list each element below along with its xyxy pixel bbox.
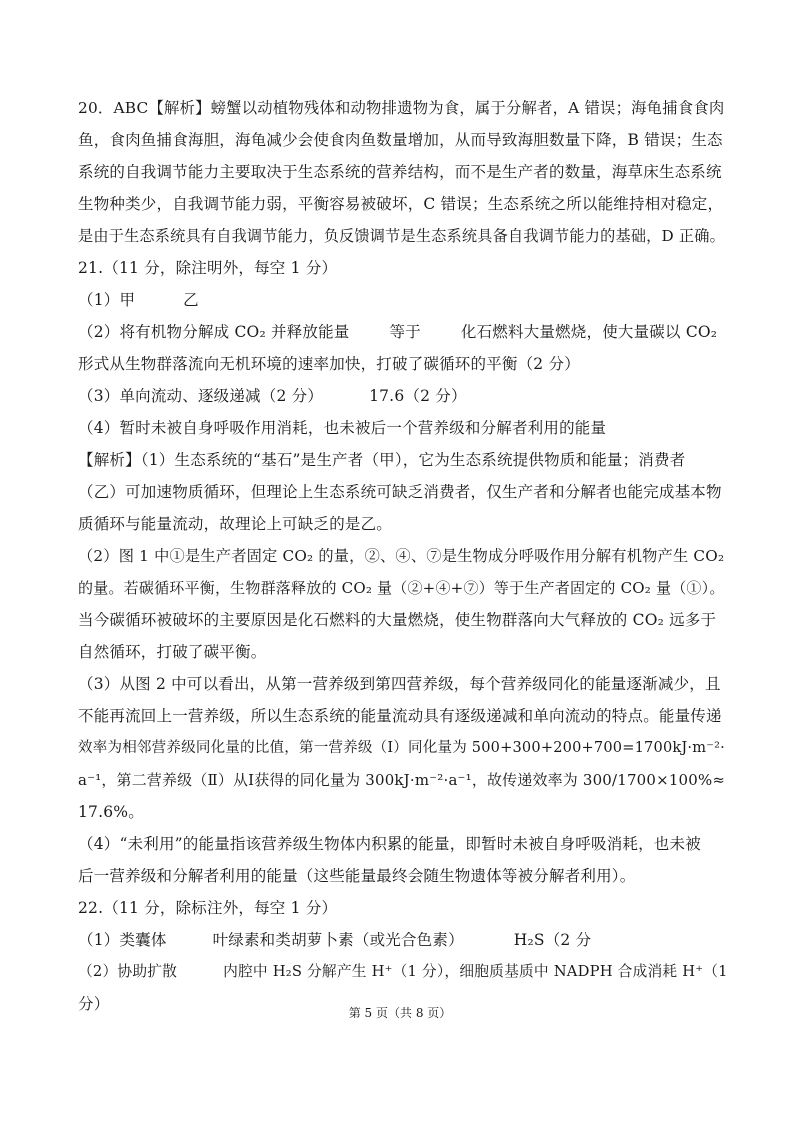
answer-line [78,956,728,988]
text-line: 是由于生态系统具有自我调节能力，负反馈调节是生态系统具备自我调节能力的基础，D 正确。 [78,227,725,245]
page-number: 第 5 页（共 8 页） [348,1006,452,1020]
answer-line: （4）暂时未被自身呼吸作用消耗，也未被后一个营养级和分解者利用的能量 [78,419,607,437]
answer-text: H₂S（2 分 [513,931,592,949]
answer-text: 等于 [389,323,421,341]
answer-line: 分） [78,995,110,1013]
text-line: 系统的自我调节能力主要取决于生态系统的营养结构，而不是生产者的数量，海草床生态系统 [78,163,722,181]
answer-line [78,924,728,956]
explanation-line: 不能再流回上一营养级，所以生态系统的能量流动具有逐级递减和单向流动的特点。能量传递 [78,707,722,725]
question-22 [78,892,728,1020]
explanation-line: 的量。若碳循环平衡，生物群落释放的 CO₂ 量（②+④+⑦）等于生产者固定的 CO₂ 量（①）。 [78,579,725,597]
answer-line [78,316,728,348]
text-line: 鱼，食肉鱼捕食海胆，海龟减少会使食肉鱼数量增加，从而导致海胆数量下降，B 错误；生态 [78,131,723,149]
answer-line [78,284,728,316]
answer-line [78,380,728,412]
answer-line: 形式从生物群落流向无机环境的速率加快，打破了碳循环的平衡（2 分） [78,355,580,373]
explanation-line: （乙）可加速物质循环，但理论上生态系统可缺乏消费者，仅生产者和分解者也能完成基本物 [78,483,722,501]
explanation-line: 质循环与能量流动，故理论上可缺乏的是乙。 [78,515,393,533]
answer-text: 17.6（2 分） [369,387,467,405]
answer-page [78,92,728,1020]
question-20 [78,92,728,252]
explanation-line: 当今碳循环被破坏的主要原因是化石燃料的大量燃烧，使生物群落向大气释放的 CO₂ 远多于 [78,611,717,629]
explanation-line: （3）从图 2 中可以看出，从第一营养级到第四营养级，每个营养级同化的能量逐渐减少，且 [78,675,721,693]
answer-text: 乙 [183,291,199,309]
explanation-line: 17.6%。 [78,803,144,821]
question-header: 21.（11 分，除注明外，每空 1 分） [78,259,338,277]
answer-text: 内腔中 H₂S 分解产生 H⁺（1 分），细胞质基质中 NADPH 合成消耗 H⁺（1 [223,963,728,980]
answer-text: （3）单向流动、逐级递减（2 分） [78,387,324,405]
answer-text: （2）将有机物分解成 CO₂ 并释放能量 [78,323,350,341]
text-line: 20．ABC【解析】螃蟹以动植物残体和动物排遗物为食，属于分解者，A 错误；海龟捕食食肉 [78,99,725,117]
answer-text: 化石燃料大量燃烧，使大量碳以 CO₂ [460,323,718,341]
answer-text: 叶绿素和类胡萝卜素（或光合色素） [212,931,464,949]
answer-text: （1）甲 [78,291,136,309]
answer-text: （2）协助扩散 [78,963,178,980]
explanation-line: 效率为相邻营养级同化量的比值，第一营养级（Ⅰ）同化量为 500+300+200+700=1700kJ·m⁻²· [78,740,725,756]
explanation-line: a⁻¹，第二营养级（Ⅱ）从Ⅰ获得的同化量为 300kJ·m⁻²·a⁻¹，故传递效率为 300/1700×100%≈ [78,771,726,789]
explanation-line: 自然循环，打破了碳平衡。 [78,643,267,661]
question-header: 22.（11 分，除标注外，每空 1 分） [78,899,338,917]
question-21 [78,252,728,892]
answer-text: （1）类囊体 [78,931,167,949]
explanation-line: （2）图 1 中①是生产者固定 CO₂ 的量，②、④、⑦是生物成分呼吸作用分解有机物产生 CO₂ [78,547,725,565]
explanation-line: 后一营养级和分解者利用的能量（这些能量最终会随生物遗体等被分解者利用）。 [78,867,636,885]
text-line: 生物种类少，自我调节能力弱，平衡容易被破坏，C 错误；生态系统之所以能维持相对稳定， [78,195,724,213]
explanation-line: （4）“未利用”的能量指该营养级生物体内积累的能量，即暂时未被自身呼吸消耗，也未被 [78,835,701,853]
explanation-line: 【解析】（1）生态系统的“基石”是生产者（甲），它为生态系统提供物质和能量；消费者 [78,451,686,469]
